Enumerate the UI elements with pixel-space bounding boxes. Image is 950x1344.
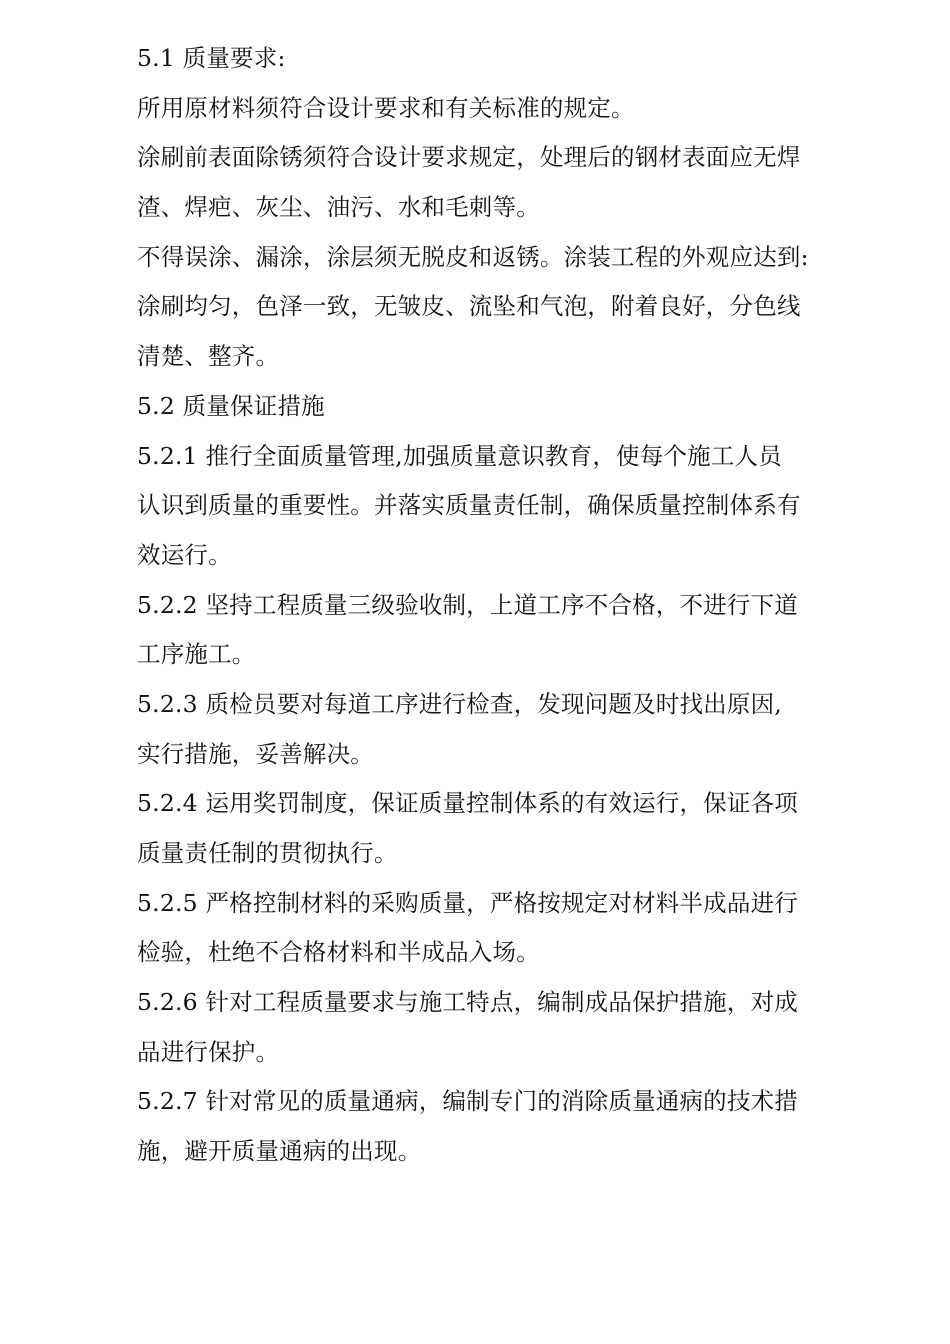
item-5-2-3: 5.2.3 质检员要对每道工序进行检查，发现问题及时找出原因, [137, 689, 782, 718]
paragraph-line: 涂刷前表面除锈须符合设计要求规定，处理后的钢材表面应无焊 [137, 143, 801, 172]
item-5-2-1: 5.2.1 推行全面质量管理,加强质量意识教育，使每个施工人员 [137, 441, 782, 470]
item-5-2-7: 5.2.7 针对常见的质量通病，编制专门的消除质量通病的技术措 [137, 1087, 798, 1116]
section-heading-5-1: 5.1 质量要求: [137, 44, 286, 72]
paragraph-line: 涂刷均匀，色泽一致，无皱皮、流坠和气泡，附着良好，分色线 [137, 292, 801, 321]
section-heading-5-2: 5.2 质量保证措施 [137, 391, 325, 420]
paragraph-line: 工序施工。 [137, 640, 256, 669]
paragraph-line: 检验，杜绝不合格材料和半成品入场。 [137, 938, 540, 967]
paragraph-line: 清楚、整齐。 [137, 342, 280, 371]
item-5-2-4: 5.2.4 运用奖罚制度，保证质量控制体系的有效运行，保证各项 [137, 789, 798, 818]
paragraph-line: 认识到质量的重要性。并落实质量责任制，确保质量控制体系有 [137, 491, 801, 520]
item-5-2-6: 5.2.6 针对工程质量要求与施工特点，编制成品保护措施，对成 [137, 988, 798, 1017]
paragraph-line: 效运行。 [137, 540, 232, 569]
paragraph-line: 品进行保护。 [137, 1037, 280, 1066]
paragraph-line: 质量责任制的贯彻执行。 [137, 839, 398, 867]
paragraph-line: 渣、焊疤、灰尘、油污、水和毛刺等。 [137, 193, 540, 222]
paragraph-line: 施，避开质量通病的出现。 [137, 1137, 422, 1166]
item-5-2-2: 5.2.2 坚持工程质量三级验收制，上道工序不合格，不进行下道 [137, 590, 798, 619]
paragraph-line: 所用原材料须符合设计要求和有关标准的规定。 [137, 93, 635, 122]
paragraph-line: 不得误涂、漏涂，涂层须无脱皮和返锈。涂装工程的外观应达到: [137, 242, 809, 271]
document-body [137, 34, 817, 1177]
paragraph-line: 实行措施，妥善解决。 [137, 739, 374, 768]
item-5-2-5: 5.2.5 严格控制材料的采购质量，严格按规定对材料半成品进行 [137, 888, 798, 917]
